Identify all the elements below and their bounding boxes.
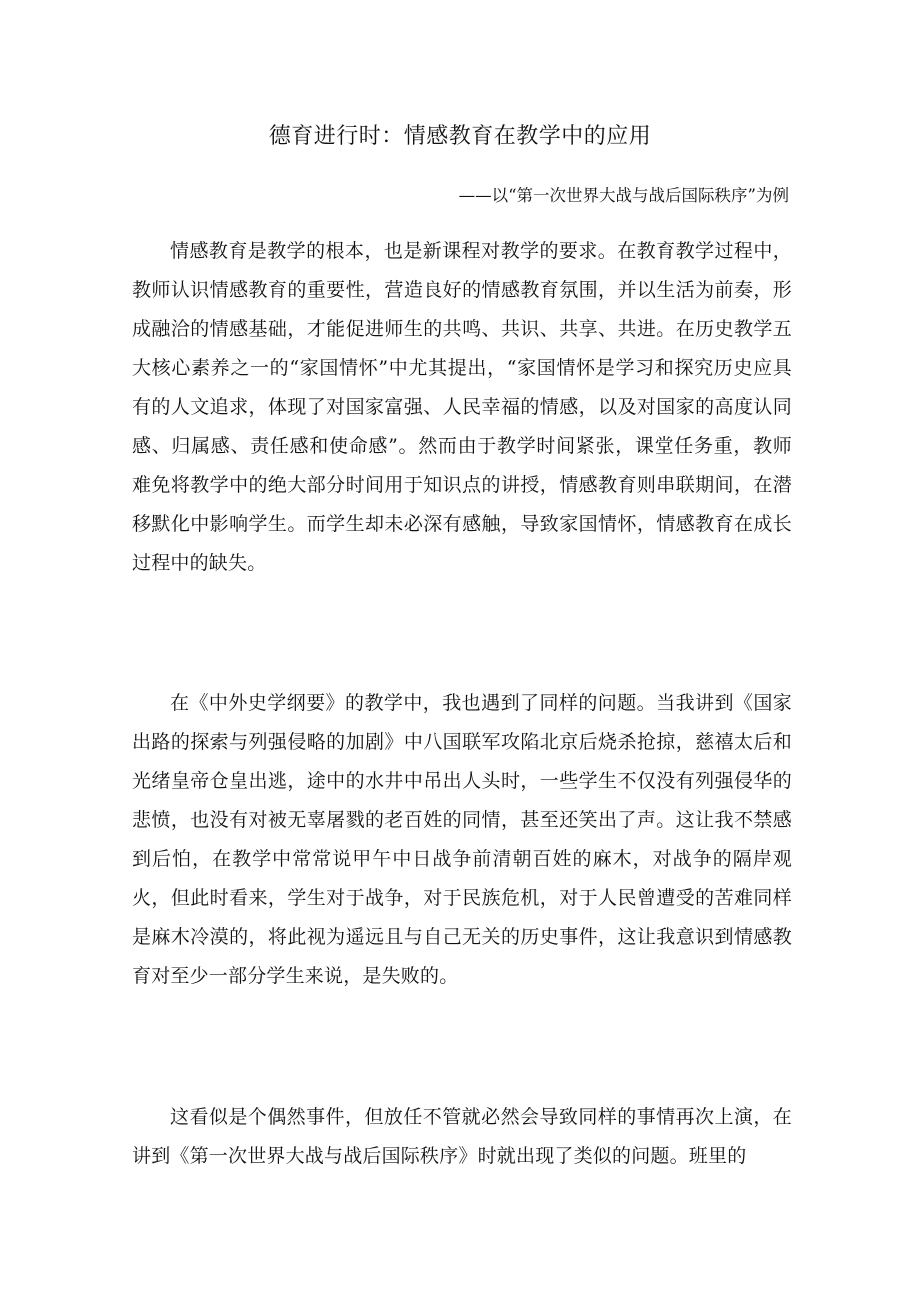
document-title: 德育进行时：情感教育在教学中的应用 [268, 124, 652, 149]
paragraph-2: 在《中外史学纲要》的教学中，我也遇到了同样的问题。当我讲到《国家出路的探索与列强侵略的加剧》中八国联军攻陷北京后烧杀抢掠，慈禧太后和光绪皇帝仓皇出逃，途中的水井中吊出人头时，一些学生不仅没有列强侵华的悲愤，也没有对被无辜屠戮的老百姓的同情，甚至还笑出了声。这让我不禁感到后怕，在教学中常常说甲午中日战争前清朝百姓的麻木，对战争的隔岸观火，但此时看来，学生对于战争，对于民族危机，对于人民曾遭受的苦难同样是麻木冷漠的，将此视为遥远且与自己无关的历史事件，这让我意识到情感教育对至少一部分学生来说，是失败的。 [132, 692, 792, 987]
document-subtitle: ——以“第一次世界大战与战后国际秩序”为例 [458, 186, 789, 205]
paragraph-3: 这看似是个偶然事件，但放任不管就必然会导致同样的事情再次上演，在讲到《第一次世界大战与战后国际秩序》时就出现了类似的问题。班里的 [132, 1106, 792, 1167]
paragraph-1: 情感教育是教学的根本，也是新课程对教学的要求。在教育教学过程中，教师认识情感教育的重要性，营造良好的情感教育氛围，并以生活为前奏，形成融洽的情感基础，才能促进师生的共鸣、共识、共享、共进。在历史教学五大核心素养之一的“家国情怀”中尤其提出，“家国情怀是学习和探究历史应具有的人文追求，体现了对国家富强、人民幸福的情感，以及对国家的高度认同感、归属感、责任感和使命感”。然而由于教学时间紧张，课堂任务重，教师难免将教学中的绝大部分时间用于知识点的讲授，情感教育则串联期间，在潜移默化中影响学生。而学生却未必深有感触，导致家国情怀，情感教育在成长过程中的缺失。 [132, 240, 792, 574]
